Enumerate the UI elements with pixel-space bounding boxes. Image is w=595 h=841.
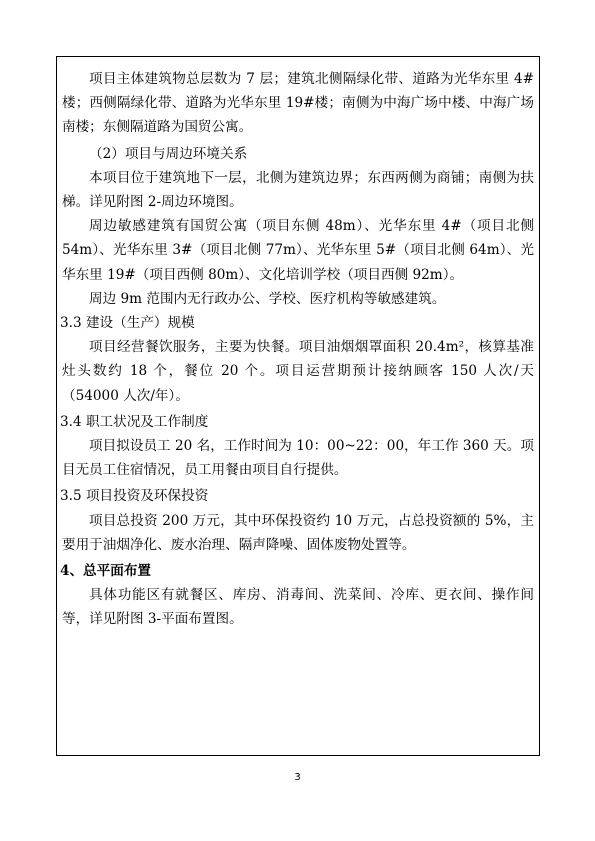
paragraph-staff: 项目拟设员工 20 名，工作时间为 10：00~22：00，年工作 360 天。项目无员工住宿情况，员工用餐由项目自行提供。	[62, 438, 534, 479]
heading-4-layout: 4、总平面布置	[60, 563, 152, 580]
heading-3-3-scale: 3.3 建设（生产）规模	[60, 315, 195, 332]
paragraph-building-floors: 项目主体建筑物总层数为 7 层；建筑北侧隔绿化带、道路为光华东里 4#楼；西侧隔绿化带、道路为光华东里 19#楼；南侧为中海广场中楼、中海广场南楼；东侧隔道路为国贸公寓。	[62, 71, 534, 136]
content-table-cell	[56, 56, 540, 756]
heading-3-4-staff: 3.4 职工状况及工作制度	[60, 413, 209, 430]
paragraph-scale: 项目经营餐饮服务，主要为快餐。项目油烟烟罩面积 20.4m²，核算基准灶头数约 18 个，餐位 20 个。项目运营期预计接纳顾客 150 人次/天（54000 人次/年）。	[62, 339, 534, 404]
paragraph-9m-range: 周边 9m 范围内无行政办公、学校、医疗机构等敏感建筑。	[89, 290, 446, 307]
paragraph-layout: 具体功能区有就餐区、库房、消毒间、洗菜间、冷库、更衣间、操作间等，详见附图 3-平面布置图。	[62, 587, 534, 628]
paragraph-sensitive-buildings: 周边敏感建筑有国贸公寓（项目东侧 48m）、光华东里 4#（项目北侧 54m）、光华东里 3#（项目北侧 77m）、光华东里 5#（项目北侧 64m）、光华东里 19#（项目西侧 80m）、文化培训学校（项目西侧 92m）。	[62, 218, 534, 283]
heading-3-5-investment: 3.5 项目投资及环保投资	[60, 488, 209, 505]
paragraph-location: 本项目位于建筑地下一层，北侧为建筑边界；东西两侧为商铺；南侧为扶梯。详见附图 2-周边环境图。	[62, 169, 534, 211]
paragraph-investment: 项目总投资 200 万元，其中环保投资约 10 万元，占总投资额的 5%，主要用于油烟净化、废水治理、隔声降噪、固体废物处置等。	[62, 512, 534, 553]
document-body	[62, 67, 534, 632]
page-number: 3	[294, 772, 301, 783]
subheading-surroundings: （2）项目与周边环境关系	[89, 145, 248, 162]
